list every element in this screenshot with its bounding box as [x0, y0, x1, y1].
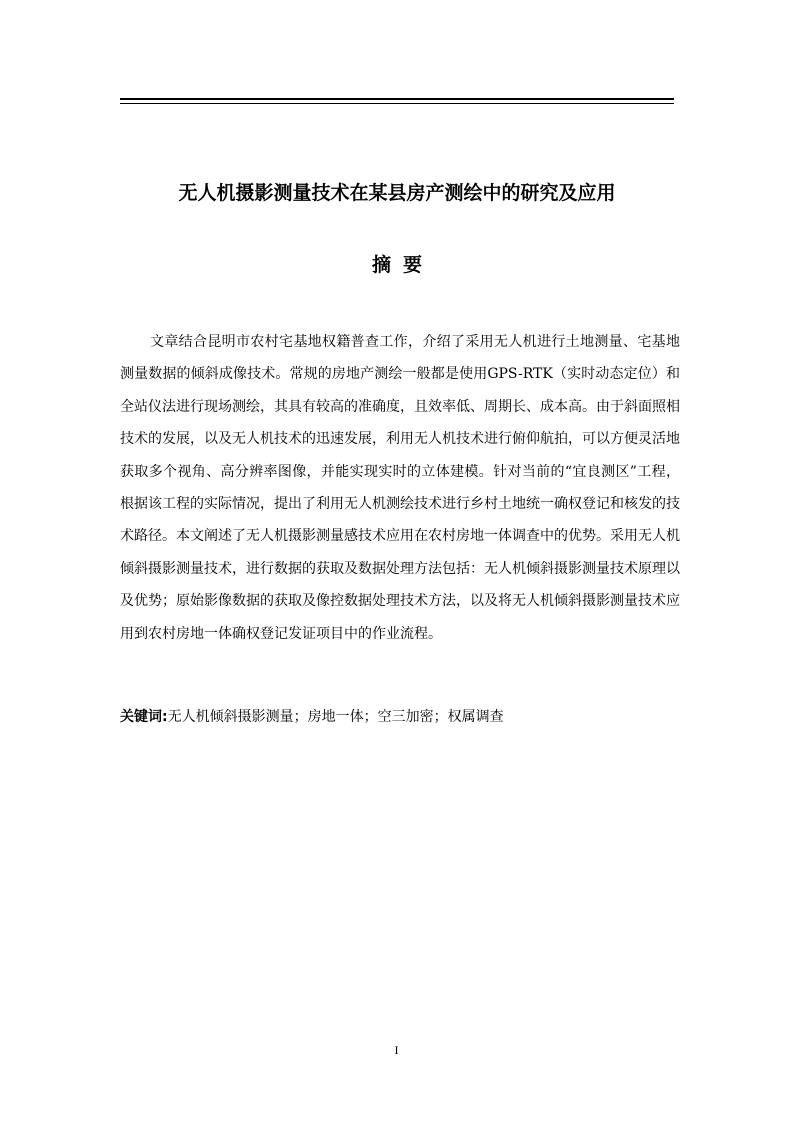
header-rule-thick — [120, 98, 674, 100]
header-rule-thin — [120, 103, 674, 104]
keywords-value: 无人机倾斜摄影测量；房地一体；空三加密；权属调查 — [167, 709, 504, 725]
keywords-label: 关键词: — [120, 709, 168, 725]
document-title: 无人机摄影测量技术在某县房产测绘中的研究及应用 — [178, 182, 616, 204]
abstract-body: 文章结合昆明市农村宅基地权籍普查工作，介绍了采用无人机进行土地测量、宅基地测量数据的倾斜成像技术。常规的房地产测绘一般都是使用GPS-RTK（实时动态定位）和全站仪法进行现场测绘，其具有较高的准确度，且效率低、周期长、成本高。由于斜面照相技术的发展，以及无人机技术的迅速发展，利用无人机技术进行俯仰航拍，可以方便灵活地获取多个视角、高分辨率图像，并能实现实时的立体建模。针对当前的“宜良测区”工程，根据该工程的实际情况，提出了利用无人机测绘技术进行乡村土地统一确权登记和核发的技术路径。本文阐述了无人机摄影测量感技术应用在农村房地一体调查中的优势。采用无人机倾斜摄影测量技术，进行数据的获取及数据处理方法包括：无人机倾斜摄影测量技术原理以及优势；原始影像数据的获取及像控数据处理技术方法，以及将无人机倾斜摄影测量技术应用到农村房地一体确权登记发证项目中的作业流程。 — [120, 334, 680, 642]
keywords-line — [120, 702, 680, 732]
abstract-heading: 摘要 — [371, 254, 434, 276]
page-number: I — [394, 1043, 399, 1057]
